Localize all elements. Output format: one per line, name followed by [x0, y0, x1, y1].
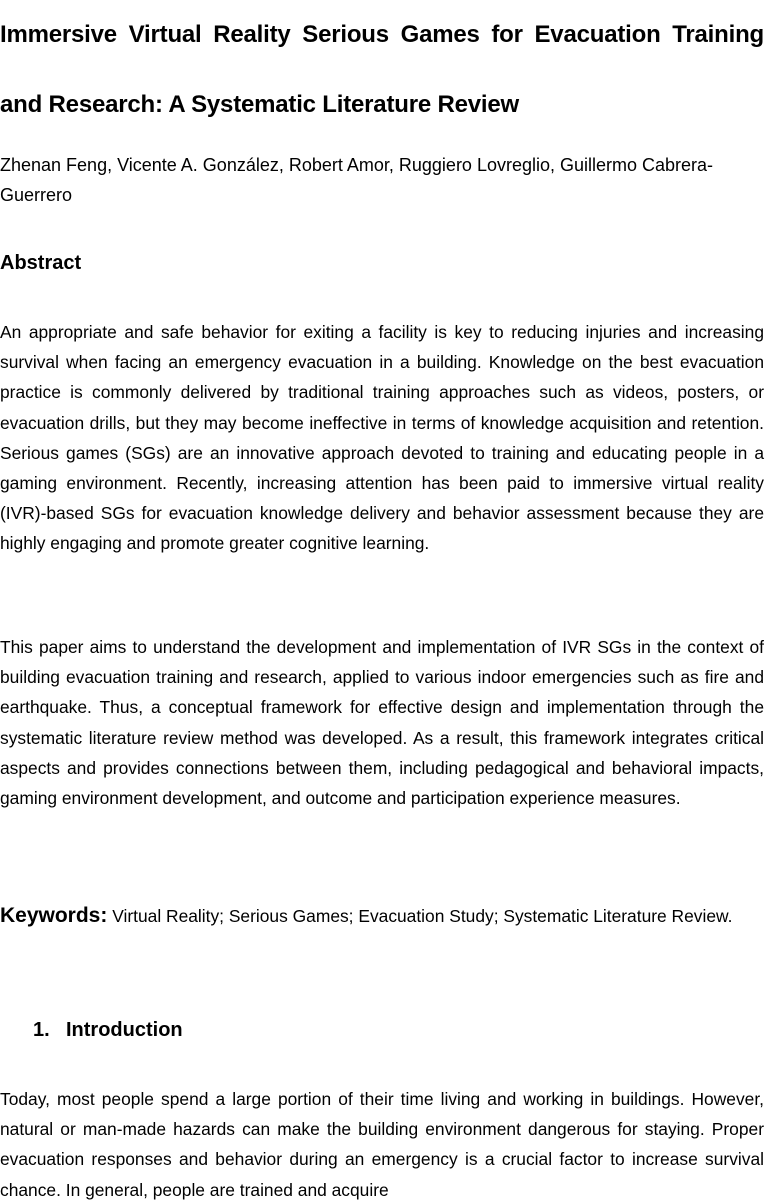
abstract-paragraph-1: An appropriate and safe behavior for exiting a facility is key to reducing injuries and increasing survival when facing an emergency evacuation in a building. Knowledge on the best evacuation practice is commonly delivered by traditional training approaches such as videos, posters, or evacuation drills, but they may become ineffective in terms of knowledge acquisition and retention. Serious games (SGs) are an innovative approach devoted to training and educating people in a gaming environment. Recently, increasing attention has been paid to immersive virtual reality (IVR)-based SGs for evacuation knowledge delivery and behavior assessment because they are highly engaging and promote greater cognitive learning. — [0, 322, 764, 554]
section-heading-introduction — [33, 1015, 183, 1045]
abstract-heading: Abstract — [0, 252, 82, 274]
section-number: 1. — [33, 1019, 50, 1041]
introduction-paragraph: Today, most people spend a large portion of their time living and working in buildings. However, natural or man-made hazards can make the building environment dangerous for staying. Proper evacuation responses and behavior during an emergency is a crucial factor to increase survival chance. In general, people are trained and acquire — [0, 1089, 764, 1200]
abstract-paragraph-2: This paper aims to understand the development and implementation of IVR SGs in the context of building evacuation training and research, applied to various indoor emergencies such as fire and earthquake. Thus, a conceptual framework for effective design and implementation through the systematic literature review method was developed. As a result, this framework integrates critical aspects and provides connections between them, including pedagogical and behavioral impacts, gaming environment development, and outcome and participation experience measures. — [0, 637, 764, 809]
author-list: Zhenan Feng, Vicente A. González, Robert Amor, Ruggiero Lovreglio, Guillermo Cabrera-Guerrero — [0, 155, 714, 205]
paper-title: Immersive Virtual Reality Serious Games for Evacuation Training and Research: A Systematic Literature Review — [0, 21, 764, 118]
keywords-text: Virtual Reality; Serious Games; Evacuation Study; Systematic Literature Review. — [112, 906, 733, 926]
keywords-line — [0, 893, 764, 939]
keywords-label: Keywords: — [0, 904, 108, 927]
section-title: Introduction — [66, 1019, 183, 1041]
